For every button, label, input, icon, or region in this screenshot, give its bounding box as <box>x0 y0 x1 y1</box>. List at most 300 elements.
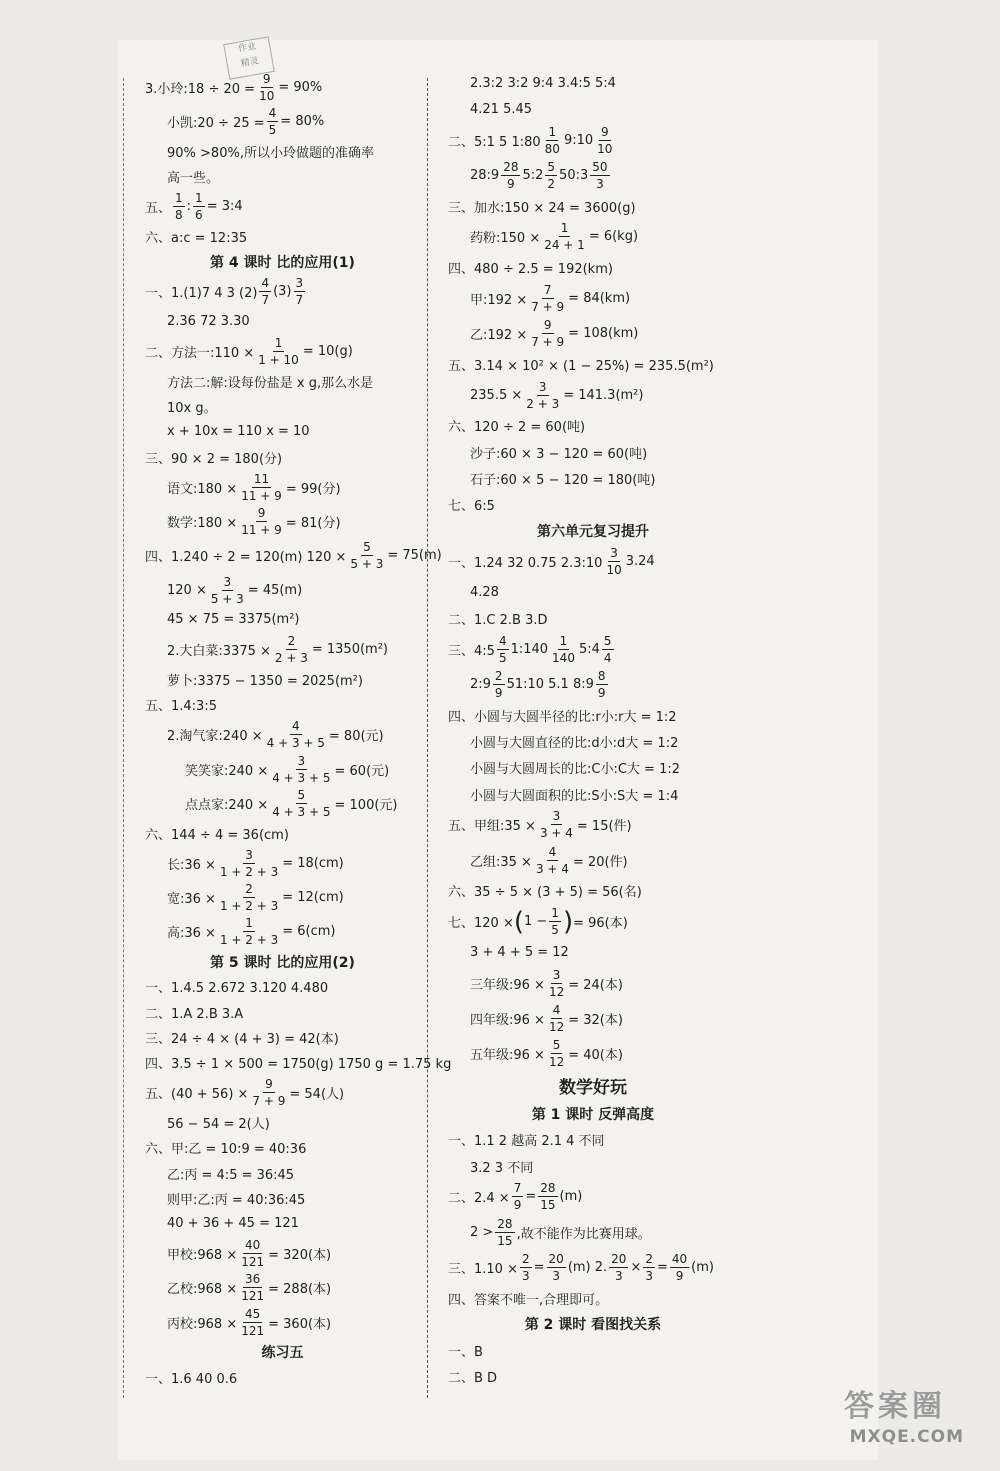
answer-text: 小凯:20 ÷ 25 = <box>167 116 265 132</box>
answer-text: 三、24 ÷ 4 × (4 + 3) = 42(本) <box>145 1032 339 1047</box>
fraction <box>604 546 623 577</box>
answer-text: = 1350(m²) <box>311 642 388 658</box>
watermark-site: MXQE.COM <box>849 1427 964 1447</box>
fraction-denominator: 11 + 9 <box>241 522 282 537</box>
answer-text: = 6(kg) <box>588 229 639 245</box>
fraction-denominator: 3 + 4 <box>539 826 573 841</box>
answer-text: 4.21 5.45 <box>470 101 533 117</box>
answer-text: 四、小圆与大圆半径的比:r小:r大 = 1:2 <box>448 709 677 725</box>
answer-text: 2 > <box>470 1224 494 1240</box>
answer-line <box>448 704 738 726</box>
fraction-numerator: 4 <box>552 1002 561 1017</box>
fraction-numerator: 4 <box>548 844 557 859</box>
answer-text: (m) 2. <box>567 1259 608 1275</box>
answer-text: 笑笑家:240 × <box>185 763 269 779</box>
fraction <box>256 336 301 367</box>
fraction-numerator: 9 <box>262 72 271 86</box>
fraction <box>547 968 566 999</box>
fraction <box>512 1181 524 1212</box>
fraction-numerator: 3 <box>297 753 306 768</box>
fraction-numerator: 2 <box>287 634 296 649</box>
fraction-numerator: 7 <box>543 282 552 297</box>
fraction-numerator: 3 <box>245 847 253 862</box>
answer-line <box>145 669 420 691</box>
fraction-numerator: 3 <box>552 967 561 982</box>
fraction-denominator: 4 + 3 + 5 <box>272 770 331 785</box>
answer-line <box>448 1287 738 1309</box>
fraction <box>670 1252 689 1283</box>
answer-text: 1 − <box>524 914 548 929</box>
fraction-denominator: 1 + 2 + 3 <box>219 864 279 879</box>
answer-text: 乙:192 × <box>470 328 528 343</box>
watermark <box>806 1387 986 1453</box>
fraction-denominator: 12 <box>548 1055 565 1069</box>
answer-line <box>145 472 420 503</box>
answer-text: (m) <box>691 1259 714 1275</box>
fraction-denominator: 15 <box>497 1233 513 1248</box>
answer-text: 4.28 <box>470 584 499 600</box>
answer-text: 则甲:乙:丙 = 40:36:45 <box>167 1192 306 1208</box>
fraction <box>538 809 575 840</box>
answer-line <box>145 1137 420 1159</box>
fraction-numerator: 2 <box>494 669 503 683</box>
answer-text: 四、480 ÷ 2.5 = 192(km) <box>448 262 613 277</box>
fraction-numerator: 1 <box>245 916 253 931</box>
answer-text: = 141.3(m²) <box>563 387 644 403</box>
answer-text: (m) <box>559 1189 583 1205</box>
fraction <box>270 754 332 785</box>
answer-text: 语文:180 × <box>167 481 238 497</box>
answer-text: 四、答案不唯一,合理即可。 <box>448 1292 609 1308</box>
fraction <box>495 1217 514 1248</box>
answer-text: 五年级:96 × <box>470 1048 545 1063</box>
answer-text: 乙校:968 × <box>167 1282 238 1298</box>
answer-text: 六、120 ÷ 2 = 60(吨) <box>448 420 586 436</box>
answer-text: = 320(本) <box>268 1248 332 1264</box>
answer-text: 90% >80%,所以小玲做题的准确率 <box>167 146 374 162</box>
answer-line <box>448 441 738 463</box>
fraction-numerator: 2 <box>645 1251 653 1266</box>
fraction-numerator: 7 <box>513 1181 522 1196</box>
fraction-numerator: 5 <box>552 1038 561 1052</box>
answer-text: 三、加水:150 × 24 = 3600(g) <box>448 200 636 216</box>
fraction-numerator: 3 <box>295 276 304 291</box>
answer-text: 2.大白菜:3375 × <box>167 644 271 660</box>
answer-line <box>145 1272 420 1303</box>
answer-text: 56 − 54 = 2(人) <box>167 1116 270 1132</box>
answer-text: 五、3.14 × 10² × (1 − 25%) = 235.5(m²) <box>448 358 714 374</box>
answer-text: = 3:4 <box>206 199 243 215</box>
fraction-denominator: 10 <box>606 563 622 577</box>
stamp-text-1: 作业 <box>237 41 257 55</box>
answer-text: 第 1 课时 反弹高度 <box>531 1106 655 1123</box>
stamp-text-2: 精灵 <box>240 56 260 70</box>
answer-text: 乙:丙 = 4:5 = 36:45 <box>167 1167 295 1183</box>
answer-text: 七、6:5 <box>448 499 495 514</box>
fraction-denominator: 15 <box>540 1198 556 1213</box>
fraction-denominator: 10 <box>259 89 275 103</box>
fraction <box>590 160 609 191</box>
answer-text: : <box>186 199 192 215</box>
answer-line <box>145 251 420 273</box>
fraction-numerator: 5 <box>297 787 306 802</box>
answer-line <box>448 98 738 120</box>
answer-line <box>145 916 420 947</box>
answer-line <box>448 1155 738 1177</box>
fraction-numerator: 1 <box>175 191 183 206</box>
fraction <box>643 1252 655 1283</box>
answer-line <box>145 694 420 716</box>
fraction-denominator: 3 + 4 <box>535 861 569 876</box>
fraction <box>545 160 557 191</box>
answer-text: 沙子:60 × 3 − 120 = 60(吨) <box>470 446 648 462</box>
answer-line <box>145 226 420 248</box>
answer-text: = 6(cm) <box>282 924 336 940</box>
fraction-numerator: 9 <box>257 505 266 520</box>
answer-line <box>448 845 738 876</box>
answer-text: 三、4:5 <box>448 643 495 659</box>
answer-text: 三、1.10 × <box>448 1261 518 1277</box>
answer-line <box>145 396 420 418</box>
fraction-numerator: 4 <box>498 633 507 648</box>
left-column <box>145 72 452 1392</box>
answer-line <box>145 1213 420 1235</box>
fraction <box>173 191 185 222</box>
answer-text: 第 2 课时 看图找关系 <box>524 1317 662 1334</box>
answer-text: = <box>656 1259 668 1275</box>
fraction <box>497 634 509 665</box>
fraction <box>595 125 614 156</box>
answer-line <box>145 788 420 819</box>
answer-line <box>145 311 420 333</box>
fraction-numerator: 28 <box>497 1216 513 1231</box>
answer-text: 四、1.240 ÷ 2 = 120(m) 120 × <box>145 550 347 566</box>
answer-text: 51:10 5.1 8:9 <box>506 677 594 692</box>
fraction-numerator: 9 <box>265 1077 273 1092</box>
fraction <box>259 276 271 307</box>
fraction-numerator: 2 <box>521 1251 530 1266</box>
answer-text: 3.小玲:18 ÷ 20 = <box>145 82 256 97</box>
big-paren: ) <box>562 906 574 937</box>
answer-line <box>145 370 420 392</box>
fraction-numerator: 36 <box>245 1272 261 1287</box>
answer-text: (3) <box>273 284 292 300</box>
answer-text: 一、1.4.5 2.672 3.120 4.480 <box>145 981 329 997</box>
answer-line <box>145 575 420 606</box>
fraction-numerator: 9 <box>543 318 552 332</box>
answer-text: = 99(分) <box>285 481 341 497</box>
answer-text: 七、120 × <box>448 916 514 931</box>
answer-line <box>448 1038 738 1069</box>
answer-text: 宽:36 × <box>167 891 216 907</box>
fraction-numerator: 2 <box>245 881 253 896</box>
fraction <box>520 1252 532 1283</box>
answer-text: 120 × <box>167 582 207 598</box>
fraction <box>218 916 280 947</box>
answer-text: 五、1.4:3:5 <box>145 699 217 715</box>
fraction-denominator: 1 + 2 + 3 <box>219 898 279 913</box>
answer-text: 丙校:968 × <box>167 1316 238 1332</box>
answer-line <box>145 276 420 307</box>
fraction-numerator: 40 <box>671 1251 688 1266</box>
answer-text: 2.36 72 3.30 <box>167 314 250 330</box>
fraction <box>538 1181 557 1212</box>
fraction <box>550 634 577 665</box>
answer-text: 40 + 36 + 45 = 121 <box>167 1216 299 1232</box>
fraction-denominator: 2 <box>547 176 556 191</box>
fraction <box>524 380 561 411</box>
answer-text: 数学好玩 <box>559 1078 627 1099</box>
answer-text: 第 4 课时 比的应用(1) <box>210 254 355 271</box>
answer-text: = 60(元) <box>334 763 390 779</box>
fraction <box>218 848 280 879</box>
answer-line <box>448 520 738 542</box>
answer-line <box>145 336 420 367</box>
answer-text: 二、1.C 2.B 3.D <box>448 613 548 628</box>
fraction <box>529 283 566 314</box>
answer-text: 五、(40 + 56) × <box>145 1087 249 1103</box>
fraction-denominator: 3 <box>521 1268 530 1283</box>
answer-text: 1:140 <box>510 641 549 657</box>
answer-line <box>448 415 738 437</box>
fraction <box>239 1238 266 1269</box>
answer-text: 一、1.6 40 0.6 <box>145 1371 238 1387</box>
answer-line <box>448 318 738 349</box>
fraction-denominator: 121 <box>241 1289 265 1304</box>
fraction-numerator: 1 <box>560 221 569 236</box>
answer-text: 28:9 <box>470 167 500 183</box>
answer-text: = 100(元) <box>334 797 398 813</box>
fraction-numerator: 3 <box>552 809 561 824</box>
answer-line <box>448 494 738 516</box>
fraction <box>239 472 284 503</box>
fraction <box>348 540 385 571</box>
answer-text: 六、35 ÷ 5 × (3 + 5) = 56(名) <box>448 885 642 901</box>
fraction <box>250 1077 287 1108</box>
answer-text: = 360(本) <box>268 1316 332 1332</box>
fraction <box>534 845 571 876</box>
answer-text: 六、144 ÷ 4 = 36(cm) <box>145 827 289 843</box>
answer-text: 3.24 <box>625 554 655 569</box>
answer-line <box>448 783 738 805</box>
answer-text: 三年级:96 × <box>470 977 545 993</box>
answer-text: = 40(本) <box>568 1048 623 1063</box>
fraction <box>294 276 306 307</box>
fraction-denominator: 24 + 1 <box>544 238 585 253</box>
answer-text: 练习五 <box>261 1345 304 1362</box>
fraction <box>547 1038 566 1069</box>
answer-text: 五、甲组:35 × <box>448 819 536 835</box>
answer-text: 235.5 × <box>470 387 523 403</box>
answer-text: 10x g。 <box>167 401 217 417</box>
watermark-logo: 答案圈 <box>844 1389 946 1424</box>
fraction-denominator: 9 <box>507 176 515 191</box>
answer-text: 高:36 × <box>167 926 216 942</box>
fraction <box>609 1252 628 1283</box>
fraction-denominator: 3 <box>645 1268 653 1283</box>
answer-line <box>448 731 738 753</box>
answer-line <box>448 968 738 999</box>
fraction-numerator: 1 <box>195 191 203 206</box>
answer-line <box>145 106 420 137</box>
fraction-numerator: 5 <box>603 633 612 648</box>
answer-line <box>145 191 420 222</box>
answer-line <box>448 608 738 630</box>
answer-line <box>448 546 738 577</box>
fraction-denominator: 1 + 2 + 3 <box>219 933 279 948</box>
answer-text: 小圆与大圆直径的比:d小:d大 = 1:2 <box>470 736 679 751</box>
fraction-numerator: 1 <box>551 906 559 920</box>
answer-line <box>145 1077 420 1108</box>
fraction-denominator: 7 <box>295 293 304 308</box>
answer-line <box>448 1340 738 1362</box>
column-divider <box>427 78 428 1398</box>
answer-line <box>145 1162 420 1184</box>
answer-text: 四年级:96 × <box>470 1012 545 1028</box>
fraction-numerator: 4 <box>261 276 270 291</box>
answer-line <box>145 1052 452 1074</box>
fraction <box>239 1272 266 1303</box>
answer-line <box>448 1217 738 1248</box>
answer-line <box>145 609 420 631</box>
answer-line <box>448 634 738 665</box>
answer-line <box>145 719 420 750</box>
fraction-numerator: 4 <box>268 106 277 121</box>
answer-text: 2.淘气家:240 × <box>167 729 263 745</box>
answer-text: 二、5:1 5 1:80 <box>448 134 541 150</box>
fraction <box>543 125 562 156</box>
fraction-numerator: 20 <box>548 1251 564 1266</box>
fraction-numerator: 3 <box>610 546 618 560</box>
answer-text: = 80% <box>280 114 325 130</box>
right-column <box>448 72 738 1392</box>
fraction-denominator: 5 <box>498 650 507 665</box>
fraction <box>209 575 246 606</box>
fraction <box>547 1003 566 1034</box>
fraction-numerator: 1 <box>559 633 568 648</box>
answer-line <box>448 1313 738 1335</box>
fraction-numerator: 28 <box>540 1181 556 1196</box>
fraction-denominator: 4 <box>603 650 612 665</box>
answer-text: 2.3:2 3:2 9:4 3.4:5 5:4 <box>470 75 616 91</box>
fraction-numerator: 8 <box>597 669 606 683</box>
fraction <box>549 906 561 937</box>
answer-line <box>145 1027 420 1049</box>
answer-text: 5:4 <box>578 641 600 657</box>
fraction-denominator: 10 <box>597 141 613 156</box>
answer-line <box>448 757 738 779</box>
answer-text: = 75(m) <box>387 548 442 564</box>
answer-line <box>145 72 420 103</box>
answer-text: 50:3 <box>559 167 589 183</box>
answer-text: 方法二:解:设每份盐是 x g,那么水是 <box>167 375 374 391</box>
fraction <box>270 788 332 819</box>
answer-line <box>145 1341 420 1363</box>
answer-line <box>145 951 420 973</box>
fraction-denominator: 7 <box>261 293 270 308</box>
fraction-denominator: 5 + 3 <box>350 557 384 572</box>
answer-line <box>145 634 420 665</box>
answer-text: = 54(人) <box>289 1087 345 1103</box>
answer-text: = 24(本) <box>568 977 623 993</box>
answer-line <box>145 882 420 913</box>
answer-text: 一、B <box>448 1345 483 1360</box>
answer-text: 六、甲:乙 = 10:9 = 40:36 <box>145 1142 307 1158</box>
answer-text: 一、1.1 2 越高 2.1 4 不同 <box>448 1134 605 1150</box>
fraction-numerator: 28 <box>503 159 519 174</box>
answer-text: = 15(件) <box>576 819 632 835</box>
fraction <box>257 72 276 103</box>
answer-text: 一、1.(1)7 4 3 (2) <box>145 286 258 302</box>
answer-line <box>145 1001 420 1023</box>
answer-text: 萝卜:3375 − 1350 = 2025(m²) <box>167 674 363 690</box>
answer-line <box>145 446 420 468</box>
left-margin-rule <box>123 78 124 1398</box>
answer-text: 三、90 × 2 = 180(分) <box>145 451 283 467</box>
fraction-denominator: 80 <box>544 141 560 156</box>
fraction-denominator: 9 <box>513 1198 522 1213</box>
answer-text: 石子:60 × 5 − 120 = 180(吨) <box>470 472 656 488</box>
answer-line <box>448 581 738 603</box>
fraction-numerator: 1 <box>274 335 283 350</box>
fraction-denominator: 7 + 9 <box>531 299 565 314</box>
answer-text: 二、1.A 2.B 3.A <box>145 1006 244 1022</box>
fraction-denominator: 12 <box>548 1019 565 1034</box>
answer-line <box>448 809 738 840</box>
answer-text: 长:36 × <box>167 857 216 873</box>
answer-text: 45 × 75 = 3375(m²) <box>167 612 300 628</box>
fraction-numerator: 50 <box>592 159 608 174</box>
answer-line <box>145 976 420 998</box>
answer-text: 四、3.5 ÷ 1 × 500 = 1750(g) 1750 g = 1.75 kg <box>145 1057 452 1073</box>
answer-text: = <box>525 1189 537 1205</box>
answer-text: = 80(元) <box>328 729 384 745</box>
answer-line <box>448 1003 738 1034</box>
answer-text: = 32(本) <box>568 1012 623 1028</box>
fraction-denominator: 3 <box>614 1268 623 1283</box>
answer-text: 甲校:968 × <box>167 1248 238 1264</box>
fraction-denominator: 5 + 3 <box>210 591 244 606</box>
answer-line <box>448 1366 738 1388</box>
answer-line <box>448 1252 738 1283</box>
fraction-denominator: 121 <box>241 1255 265 1270</box>
answer-line <box>448 380 738 411</box>
fraction-denominator: 5 <box>268 123 277 138</box>
answer-text: = 81(分) <box>285 515 341 531</box>
answer-line <box>448 257 738 279</box>
answer-line <box>448 941 738 963</box>
fraction <box>265 719 327 750</box>
answer-line <box>448 160 738 191</box>
fraction <box>273 634 310 665</box>
answer-line <box>145 421 420 443</box>
answer-text: 五、 <box>145 201 172 217</box>
fraction-denominator: 4 + 3 + 5 <box>266 736 325 751</box>
fraction-denominator: 3 <box>552 1268 560 1283</box>
big-paren: ( <box>513 906 524 937</box>
answer-text: = 96(本) <box>573 916 628 931</box>
answer-text: 5:2 <box>522 167 544 183</box>
answer-text: 甲:192 × <box>470 292 528 308</box>
answer-line <box>145 166 420 188</box>
fraction-denominator: 3 <box>596 176 604 191</box>
answer-line <box>448 221 738 252</box>
answer-text: = 20(件) <box>572 854 628 870</box>
answer-line <box>145 754 420 785</box>
answer-text: 二、B D <box>448 1371 498 1387</box>
fraction-numerator: 11 <box>253 471 270 486</box>
fraction <box>529 318 566 349</box>
